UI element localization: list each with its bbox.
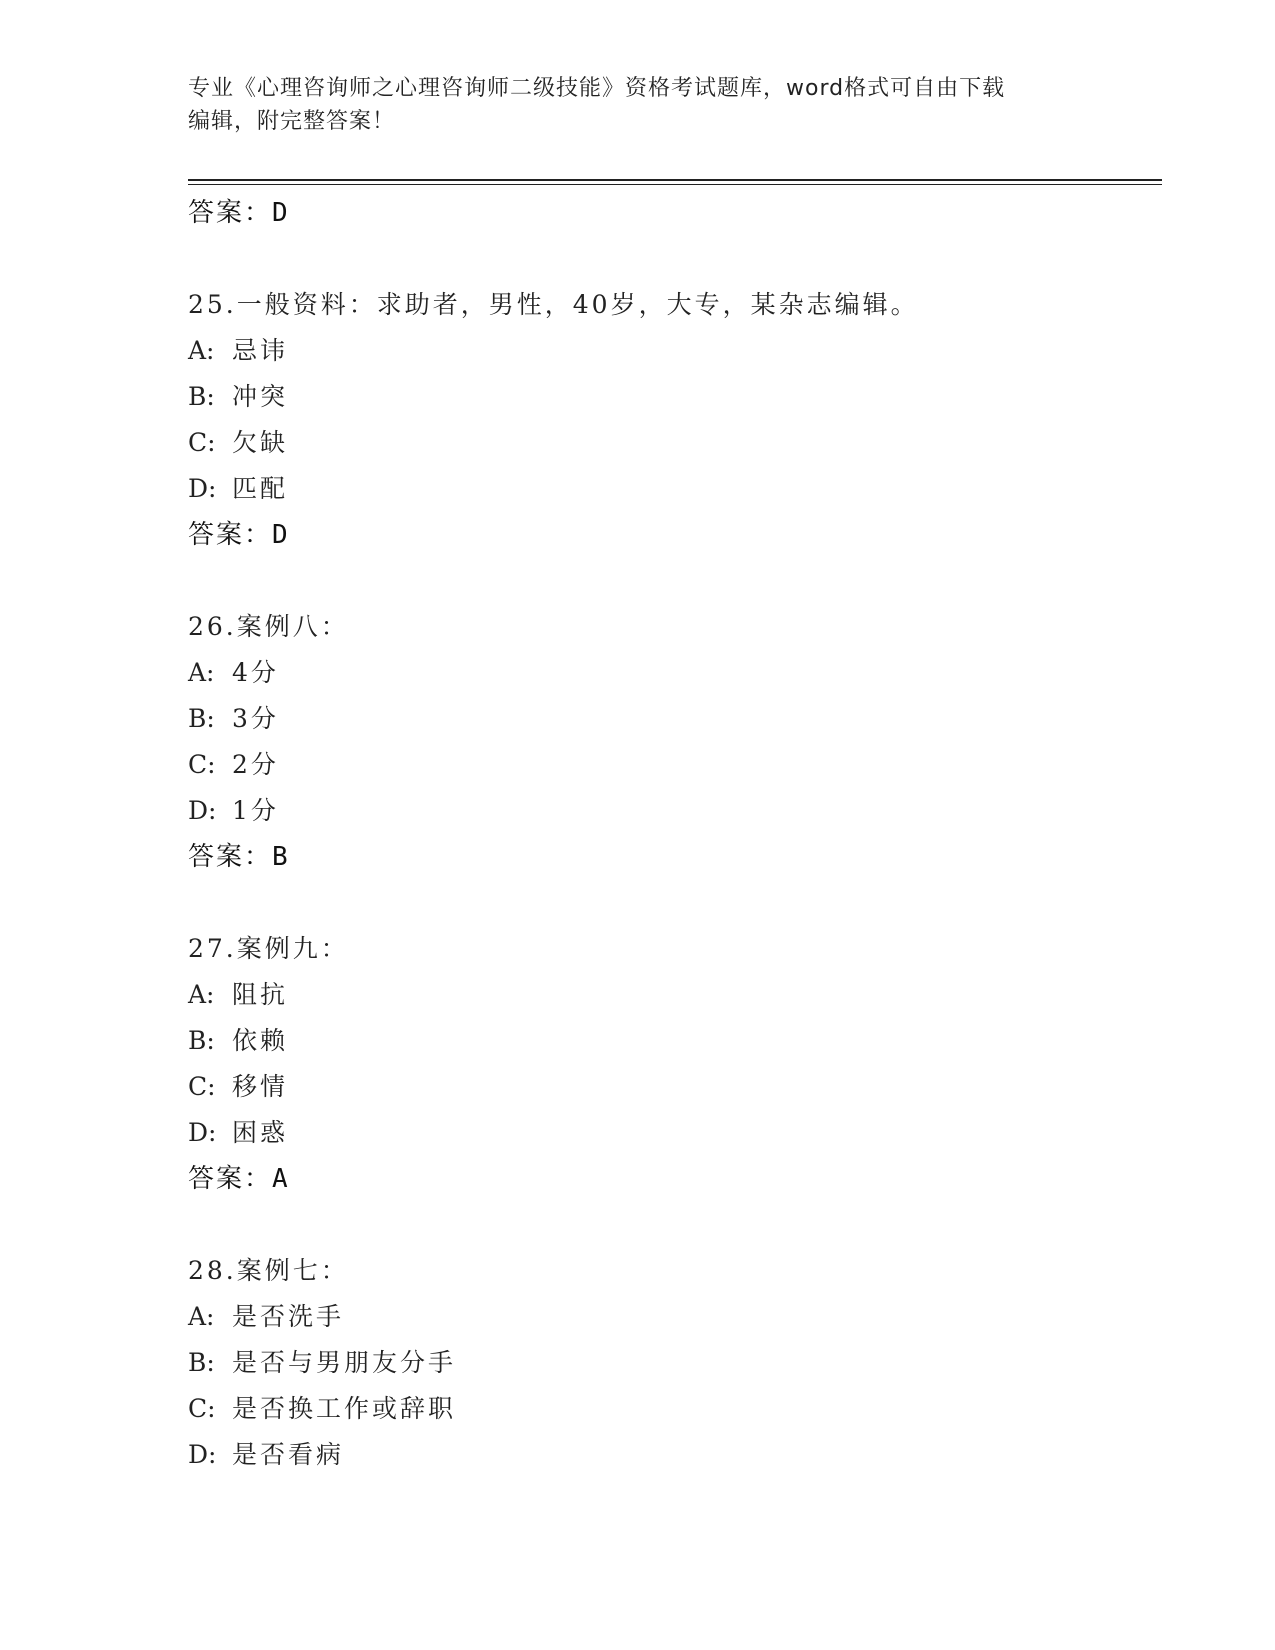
option-text: 是否与男朋友分手 bbox=[232, 1348, 457, 1377]
option-letter: D: bbox=[188, 1440, 217, 1469]
option-text: 冲突 bbox=[232, 382, 289, 411]
option-text: 是否洗手 bbox=[232, 1302, 345, 1331]
question-list bbox=[188, 190, 1162, 1478]
header-line-2: 编辑，附完整答案！ bbox=[188, 109, 396, 134]
option-text: 4分 bbox=[232, 658, 279, 687]
option-letter: A: bbox=[188, 336, 215, 365]
answer-label: 答案： bbox=[188, 842, 273, 872]
option-c bbox=[188, 1386, 1162, 1432]
option-text: 移情 bbox=[232, 1072, 289, 1101]
option-letter: C: bbox=[188, 750, 216, 779]
option-d bbox=[188, 1110, 1162, 1156]
option-letter: A: bbox=[188, 1302, 215, 1331]
option-text: 匹配 bbox=[232, 474, 289, 503]
option-text: 3分 bbox=[232, 704, 279, 733]
option-c bbox=[188, 742, 1162, 788]
question-answer bbox=[188, 834, 1162, 880]
option-d bbox=[188, 788, 1162, 834]
option-letter: C: bbox=[188, 1072, 216, 1101]
answer-value: D bbox=[272, 198, 290, 228]
option-letter: D: bbox=[188, 1118, 217, 1147]
option-c bbox=[188, 420, 1162, 466]
option-text: 2分 bbox=[232, 750, 279, 779]
answer-value: A bbox=[272, 1164, 290, 1194]
option-a bbox=[188, 328, 1162, 374]
answer-label: 答案： bbox=[188, 1164, 273, 1194]
option-letter: B: bbox=[188, 1026, 215, 1055]
option-b bbox=[188, 1340, 1162, 1386]
question-stem: 26.案例八： bbox=[188, 612, 349, 641]
answer-label: 答案： bbox=[188, 198, 273, 228]
question-answer bbox=[188, 512, 1162, 558]
option-letter: B: bbox=[188, 1348, 215, 1377]
option-text: 1分 bbox=[232, 796, 279, 825]
option-text: 困惑 bbox=[232, 1118, 289, 1147]
answer-value: B bbox=[272, 842, 290, 872]
option-b bbox=[188, 1018, 1162, 1064]
option-a bbox=[188, 1294, 1162, 1340]
option-text: 依赖 bbox=[232, 1026, 289, 1055]
option-letter: B: bbox=[188, 382, 215, 411]
option-text: 阻抗 bbox=[232, 980, 289, 1009]
option-text: 是否换工作或辞职 bbox=[232, 1394, 457, 1423]
question-stem: 25.一般资料：求助者，男性，40岁，大专，某杂志编辑。 bbox=[188, 290, 919, 319]
option-a bbox=[188, 650, 1162, 696]
option-letter: D: bbox=[188, 796, 217, 825]
header-line-1: 专业《心理咨询师之心理咨询师二级技能》资格考试题库，word格式可自由下载 bbox=[188, 76, 1006, 101]
option-letter: A: bbox=[188, 980, 215, 1009]
question-answer bbox=[188, 1156, 1162, 1202]
option-letter: C: bbox=[188, 1394, 216, 1423]
question-stem: 28.案例七： bbox=[188, 1256, 349, 1285]
option-c bbox=[188, 1064, 1162, 1110]
header-divider-thick bbox=[188, 179, 1162, 181]
option-letter: D: bbox=[188, 474, 217, 503]
option-letter: A: bbox=[188, 658, 215, 687]
option-b bbox=[188, 696, 1162, 742]
option-b bbox=[188, 374, 1162, 420]
option-text: 是否看病 bbox=[232, 1440, 345, 1469]
option-d bbox=[188, 1432, 1162, 1478]
answer-label: 答案： bbox=[188, 520, 273, 550]
header-divider-thin bbox=[188, 184, 1162, 185]
answer-value: D bbox=[272, 520, 290, 550]
question-stem: 27.案例九： bbox=[188, 934, 349, 963]
option-d bbox=[188, 466, 1162, 512]
document-header bbox=[188, 72, 1088, 138]
option-text: 忌讳 bbox=[232, 336, 289, 365]
previous-answer bbox=[188, 190, 1162, 236]
option-a bbox=[188, 972, 1162, 1018]
option-letter: B: bbox=[188, 704, 215, 733]
option-text: 欠缺 bbox=[232, 428, 289, 457]
option-letter: C: bbox=[188, 428, 216, 457]
